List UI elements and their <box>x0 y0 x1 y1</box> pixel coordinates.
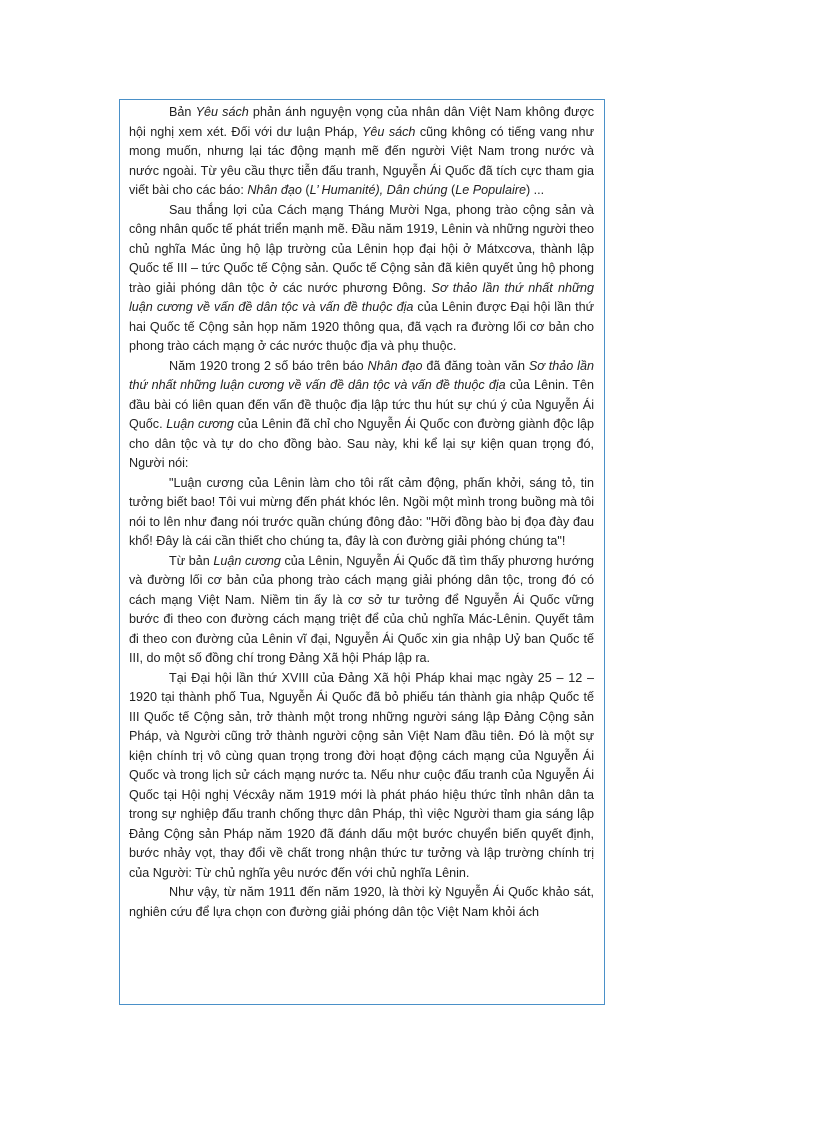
italic-text: L’ Humanité), Dân chúng <box>309 183 448 197</box>
text-span: của Lênin. Tên đầu bài có liên quan đến vấn đề thuộc địa lập tức thu hút sự chú ý của Nguyễn Ái Quốc. <box>129 378 595 431</box>
text-span: của Lênin, Nguyễn Ái Quốc đã tìm thấy phương hướng và đường lối cơ bản của phong trào cách mạng giải phóng dân tộc, trong đó có cách mạng Việt Nam. Niềm tin ấy là cơ sở tư tưởng để Nguyễn Ái Quốc vững bước đi theo con đường cách mạng triệt để của chủ nghĩa Mác-Lênin. Quyết tâm đi theo con đường của Lênin vĩ đại, Nguyễn Ái Quốc xin gia nhập Uỷ ban Quốc tế III, do một số đồng chí trong Đảng Xã hội Pháp lập ra. <box>129 553 594 665</box>
paragraph-3 <box>129 357 594 474</box>
text-span: Như vậy, từ năm 1911 đến năm 1920, là thời kỳ Nguyễn Ái Quốc khảo sát, nghiên cứu để lựa chọn con đường giải phóng dân tộc Việt Nam khỏi ách <box>129 885 594 919</box>
italic-text: Sơ thảo lần thứ nhất những luận cương về vấn đề dân tộc và vấn đề thuộc địa <box>129 280 594 314</box>
text-span: đã đăng toàn văn <box>422 358 529 373</box>
italic-text: Nhân đạo <box>367 358 423 373</box>
text-span: của Lênin đã chỉ cho Nguyễn Ái Quốc con đường giành độc lập cho dân tộc và tự do cho đồng bào. Sau này, khi kể lại sự kiện quan trọng đó, Người nói: <box>129 417 594 470</box>
text-span: Tại Đại hội lần thứ XVIII của Đảng Xã hội Pháp khai mạc ngày 25 – 12 – 1920 tại thành phố Tua, Nguyễn Ái Quốc đã bỏ phiếu tán thành gia nhập Quốc tế III Quốc tế Cộng sản, trở thành một trong những người sáng lập Đảng Cộng sản Pháp, và Người cũng trở thành người cộng sản Việt Nam đầu tiên. Đó là một sự kiện chính trị vô cùng quan trọng trong đời hoạt động cách mạng của Nguyễn Ái Quốc và trong lịch sử cách mạng nước ta. Nếu như cuộc đấu tranh của Nguyễn Ái Quốc tại Hội nghị Vécxây năm 1919 mới là phát pháo hiệu thức tỉnh nhân dân ta trong sự nghiệp đấu tranh chống thực dân Pháp, thì việc Người tham gia sáng lập Đảng Cộng sản Pháp năm 1920 đã đánh dấu một bước chuyển biến quyết định, bước nhảy vọt, thay đổi về chất trong nhận thức tư tưởng và lập trường chính trị của Người: Từ chủ nghĩa yêu nước đến với chủ nghĩa Lênin. <box>129 670 594 880</box>
body-text <box>129 103 594 922</box>
paragraph-4 <box>129 474 594 552</box>
text-span: cũng không có tiếng vang như mong muốn, nhưng lại tác động mạnh mẽ đến người Việt Nam trong nước và nước ngoài. Từ yêu cầu thực tiễn đấu tranh, Nguyễn Ái Quốc đã tích cực tham gia viết bài cho các báo: <box>129 124 594 197</box>
paragraph-1 <box>129 103 594 201</box>
text-frame <box>119 99 605 1005</box>
italic-text: Nhân đạo <box>247 183 302 197</box>
paragraph-7 <box>129 883 594 922</box>
text-span: Bản <box>169 105 196 119</box>
paragraph-5 <box>129 552 594 669</box>
paragraph-6 <box>129 669 594 884</box>
text-span: ( <box>301 183 310 197</box>
italic-text: Yêu sách <box>195 105 249 119</box>
text-span: Năm 1920 trong 2 số báo trên báo <box>169 358 368 373</box>
italic-text: Sơ thảo lần thứ nhất những luận cương về vấn đề dân tộc và vấn đề thuộc địa <box>129 358 594 392</box>
text-span: ( <box>447 183 456 197</box>
text-span: phản ánh nguyện vọng của nhân dân Việt Nam không được hội nghị xem xét. Đối với dư luận Pháp, <box>129 105 594 139</box>
text-span: "Luận cương của Lênin làm cho tôi rất cảm động, phấn khởi, sáng tỏ, tin tưởng biết bao! Tôi vui mừng đến phát khóc lên. Ngồi một mình trong buồng mà tôi nói to lên như đang nói trước quần chúng đông đảo: "Hỡi đồng bào bị đọa đày đau khổ! Đây là cái cần thiết cho chúng ta, đây là con đường giải phóng chúng ta"! <box>129 475 594 548</box>
italic-text: Luận cương <box>166 417 234 431</box>
text-span: Sau thắng lợi của Cách mạng Tháng Mười Nga, phong trào cộng sản và công nhân quốc tế phát triển mạnh mẽ. Đầu năm 1919, Lênin và những người theo chủ nghĩa Mác ủng hộ lập trường của Lênin họp đại hội ở Mátxcơva, thành lập Quốc tế III – tức Quốc tế Cộng sản. Quốc tế Cộng sản đã kiên quyết ủng hộ phong trào giải phóng dân tộc ở các nước phương Đông. <box>129 202 594 295</box>
italic-text: Yêu sách <box>361 124 416 139</box>
text-span: ) ... <box>525 183 545 197</box>
text-span: Từ bản <box>169 553 214 568</box>
paragraph-2 <box>129 201 594 357</box>
italic-text: Luận cương <box>213 553 281 568</box>
italic-text: Le Populaire <box>455 183 526 197</box>
text-span: của Lênin được Đại hội lần thứ hai Quốc tế Cộng sản họp năm 1920 thông qua, đã vạch ra đường lối cơ bản cho phong trào cách mạng ở các nước thuộc địa và phụ thuộc. <box>129 300 595 353</box>
